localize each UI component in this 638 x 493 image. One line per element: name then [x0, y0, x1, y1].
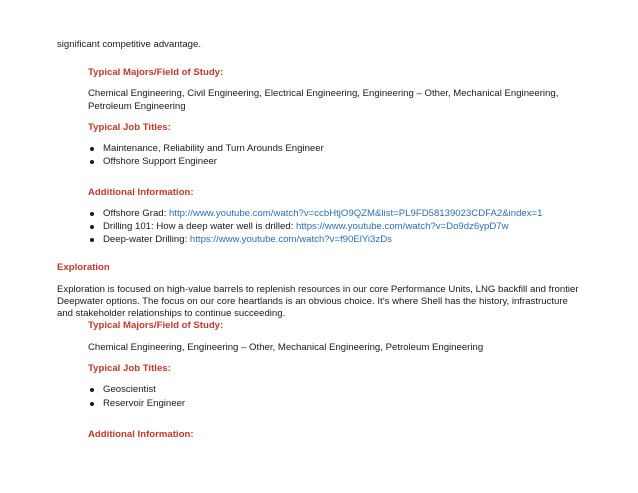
majors-heading: Typical Majors/Field of Study:	[88, 320, 224, 331]
youtube-link[interactable]: https://www.youtube.com/watch?v=f90ElYi3zDs	[189, 234, 392, 245]
info-label: Drilling 101: How a deep water well is drilled:	[103, 221, 297, 232]
exploration-paragraph: and stakeholder relationships to continue succeeding.	[57, 308, 286, 319]
youtube-link[interactable]: https://www.youtube.com/watch?v=Do9dz6ypD7w	[296, 221, 509, 232]
bullet-icon	[90, 147, 94, 151]
majors-text: Chemical Engineering, Engineering – Other, Mechanical Engineering, Petroleum Engineering	[88, 342, 484, 353]
exploration-paragraph: Deepwater options. The focus on our core heartlands is an obvious choice. It’s where Shell has the history, infrastructure	[57, 296, 568, 307]
job-title-item: Maintenance, Reliability and Turn Arounds Engineer	[103, 143, 324, 154]
majors-text: Chemical Engineering, Civil Engineering, Electrical Engineering, Engineering – Other, Mechanical Engineering,	[88, 88, 559, 99]
job-titles-heading: Typical Job Titles:	[88, 363, 171, 374]
youtube-link[interactable]: http://www.youtube.com/watch?v=ccbHtjO9QZM&list=PL9FD58139023CDFA2&index=1	[168, 208, 543, 219]
intro-tail-text: significant competitive advantage.	[57, 39, 201, 50]
job-titles-heading: Typical Job Titles:	[88, 122, 171, 133]
info-item	[103, 234, 392, 246]
bullet-icon	[90, 160, 94, 164]
bullet-icon	[90, 225, 94, 229]
majors-heading: Typical Majors/Field of Study:	[88, 67, 224, 78]
info-item	[103, 208, 543, 220]
bullet-icon	[90, 212, 94, 216]
additional-info-heading: Additional Information:	[88, 187, 194, 198]
exploration-heading: Exploration	[57, 262, 110, 273]
job-title-item: Reservoir Engineer	[103, 398, 186, 409]
job-title-item: Offshore Support Engineer	[103, 156, 217, 167]
info-item	[103, 221, 509, 233]
additional-info-heading: Additional Information:	[88, 429, 194, 440]
majors-text: Petroleum Engineering	[88, 101, 186, 112]
info-label: Deep-water Drilling:	[103, 234, 190, 245]
job-title-item: Geoscientist	[103, 384, 156, 395]
info-label: Offshore Grad:	[103, 208, 169, 219]
exploration-paragraph: Exploration is focused on high-value barrels to replenish resources in our core Performance Units, LNG backfill and frontier	[57, 284, 579, 295]
bullet-icon	[90, 238, 94, 242]
bullet-icon	[90, 388, 94, 392]
bullet-icon	[90, 402, 94, 406]
